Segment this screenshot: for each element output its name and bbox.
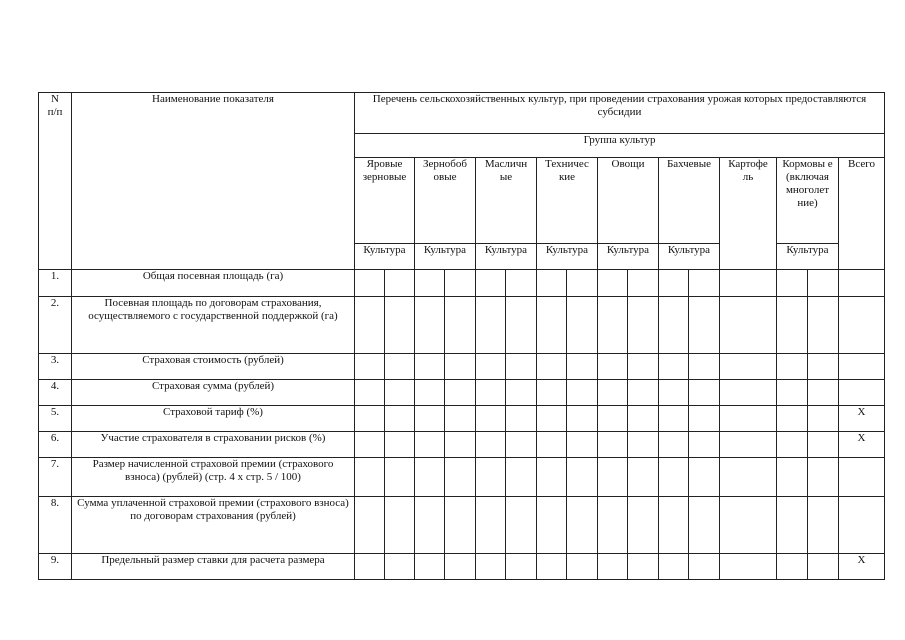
- data-cell: [476, 432, 506, 458]
- data-cell: [689, 458, 720, 497]
- data-cell: [537, 432, 567, 458]
- data-cell: [476, 270, 506, 297]
- data-cell: [385, 497, 415, 554]
- table-row: [39, 406, 885, 432]
- data-cell: [385, 380, 415, 406]
- data-cell: [415, 458, 445, 497]
- culture-subheader: Культура: [537, 244, 598, 270]
- group-header: Всего: [839, 158, 885, 270]
- data-cell: [355, 497, 385, 554]
- data-cell: [355, 354, 385, 380]
- data-cell: [445, 432, 476, 458]
- row-number: 1.: [39, 270, 72, 297]
- row-label: Предельный размер ставки для расчета размера: [72, 554, 355, 580]
- row-label: Размер начисленной страховой премии (страхового взноса) (рублей) (стр. 4 x стр. 5 / 100): [72, 458, 355, 497]
- data-cell: [598, 354, 628, 380]
- data-cell: [476, 497, 506, 554]
- row-label: Общая посевная площадь (га): [72, 270, 355, 297]
- data-cell: [476, 297, 506, 354]
- data-cell: [445, 406, 476, 432]
- data-cell: [659, 406, 689, 432]
- data-cell: [689, 270, 720, 297]
- data-cell: [476, 380, 506, 406]
- group-header: Кормовы е (включая многолет ние): [777, 158, 839, 244]
- data-cell: [355, 432, 385, 458]
- num-column-header: N п/п: [39, 93, 72, 270]
- data-cell: [720, 406, 777, 432]
- culture-subheader: Культура: [415, 244, 476, 270]
- row-label: Страховой тариф (%): [72, 406, 355, 432]
- group-header: Картофе ль: [720, 158, 777, 270]
- group-header: Бахчевые: [659, 158, 720, 244]
- row-number: 2.: [39, 297, 72, 354]
- data-cell: [415, 354, 445, 380]
- table-row: [39, 270, 885, 297]
- data-cell: [567, 497, 598, 554]
- data-cell: [808, 297, 839, 354]
- data-cell: [355, 297, 385, 354]
- data-cell: [659, 432, 689, 458]
- data-cell: [567, 270, 598, 297]
- data-cell: [628, 297, 659, 354]
- group-header: Техничес кие: [537, 158, 598, 244]
- data-cell: [628, 458, 659, 497]
- data-cell: [506, 270, 537, 297]
- row-label: Страховая стоимость (рублей): [72, 354, 355, 380]
- total-cell: X: [839, 554, 885, 580]
- table-row: [39, 297, 885, 354]
- data-cell: [445, 458, 476, 497]
- data-cell: [537, 554, 567, 580]
- data-cell: [720, 554, 777, 580]
- data-cell: [808, 554, 839, 580]
- table-row: [39, 458, 885, 497]
- crops-list-header: Перечень сельскохозяйственных культур, при проведении страхования урожая которых предоставляются субсидии: [355, 93, 885, 134]
- data-cell: [720, 270, 777, 297]
- culture-subheader: Культура: [777, 244, 839, 270]
- data-cell: [808, 270, 839, 297]
- table-row: [39, 380, 885, 406]
- total-cell: [839, 380, 885, 406]
- data-cell: [445, 497, 476, 554]
- row-number: 3.: [39, 354, 72, 380]
- total-cell: [839, 297, 885, 354]
- data-cell: [415, 380, 445, 406]
- row-number: 8.: [39, 497, 72, 554]
- culture-subheader: Культура: [598, 244, 659, 270]
- data-cell: [598, 380, 628, 406]
- data-cell: [659, 380, 689, 406]
- data-cell: [808, 406, 839, 432]
- data-cell: [506, 432, 537, 458]
- data-cell: [628, 432, 659, 458]
- row-number: 7.: [39, 458, 72, 497]
- row-number: 6.: [39, 432, 72, 458]
- data-cell: [598, 297, 628, 354]
- data-cell: [777, 406, 808, 432]
- data-cell: [385, 554, 415, 580]
- data-cell: [689, 354, 720, 380]
- data-cell: [385, 270, 415, 297]
- subsidy-form-table: [38, 92, 885, 580]
- data-cell: [689, 380, 720, 406]
- data-cell: [720, 354, 777, 380]
- data-cell: [659, 297, 689, 354]
- data-cell: [476, 354, 506, 380]
- data-cell: [355, 270, 385, 297]
- data-cell: [385, 354, 415, 380]
- data-cell: [537, 297, 567, 354]
- data-cell: [506, 380, 537, 406]
- table-row: [39, 497, 885, 554]
- data-cell: [720, 380, 777, 406]
- culture-subheader: Культура: [659, 244, 720, 270]
- data-cell: [777, 458, 808, 497]
- data-cell: [659, 497, 689, 554]
- data-cell: [598, 432, 628, 458]
- data-cell: [720, 497, 777, 554]
- data-cell: [385, 458, 415, 497]
- data-cell: [777, 297, 808, 354]
- data-cell: [628, 270, 659, 297]
- data-cell: [537, 270, 567, 297]
- data-cell: [506, 406, 537, 432]
- data-cell: [628, 380, 659, 406]
- data-cell: [355, 458, 385, 497]
- data-cell: [355, 380, 385, 406]
- data-cell: [506, 458, 537, 497]
- total-cell: [839, 270, 885, 297]
- data-cell: [415, 270, 445, 297]
- data-cell: [659, 270, 689, 297]
- data-cell: [506, 497, 537, 554]
- data-cell: [659, 554, 689, 580]
- row-number: 9.: [39, 554, 72, 580]
- table-row: [39, 432, 885, 458]
- data-cell: [445, 270, 476, 297]
- data-cell: [567, 554, 598, 580]
- data-cell: [689, 406, 720, 432]
- crop-group-header: Группа культур: [355, 134, 885, 158]
- data-cell: [628, 497, 659, 554]
- data-cell: [808, 458, 839, 497]
- data-cell: [355, 554, 385, 580]
- data-cell: [567, 297, 598, 354]
- row-number: 4.: [39, 380, 72, 406]
- total-cell: X: [839, 406, 885, 432]
- data-cell: [415, 432, 445, 458]
- data-cell: [689, 297, 720, 354]
- data-cell: [415, 554, 445, 580]
- data-cell: [777, 497, 808, 554]
- data-cell: [445, 354, 476, 380]
- total-cell: X: [839, 432, 885, 458]
- data-cell: [689, 432, 720, 458]
- group-header: Зернобоб овые: [415, 158, 476, 244]
- data-cell: [385, 432, 415, 458]
- data-cell: [777, 432, 808, 458]
- data-cell: [476, 406, 506, 432]
- culture-subheader: Культура: [476, 244, 537, 270]
- data-cell: [628, 554, 659, 580]
- data-cell: [415, 297, 445, 354]
- group-header: Овощи: [598, 158, 659, 244]
- table-row: [39, 554, 885, 580]
- data-cell: [415, 406, 445, 432]
- group-header: Масличн ые: [476, 158, 537, 244]
- data-cell: [659, 354, 689, 380]
- data-cell: [355, 406, 385, 432]
- table-row: [39, 354, 885, 380]
- data-cell: [628, 406, 659, 432]
- data-cell: [598, 554, 628, 580]
- data-cell: [808, 432, 839, 458]
- data-cell: [537, 406, 567, 432]
- culture-subheader: Культура: [355, 244, 415, 270]
- row-label: Сумма уплаченной страховой премии (страхового взноса) по договорам страхования (рублей): [72, 497, 355, 554]
- data-cell: [808, 497, 839, 554]
- data-cell: [506, 554, 537, 580]
- data-cell: [476, 458, 506, 497]
- data-cell: [506, 354, 537, 380]
- row-label: Страховая сумма (рублей): [72, 380, 355, 406]
- data-cell: [598, 458, 628, 497]
- data-cell: [567, 380, 598, 406]
- data-cell: [777, 554, 808, 580]
- data-cell: [506, 297, 537, 354]
- data-cell: [777, 354, 808, 380]
- data-cell: [777, 270, 808, 297]
- indicator-column-header: Наименование показателя: [72, 93, 355, 270]
- data-cell: [537, 458, 567, 497]
- row-label: Посевная площадь по договорам страхования, осуществляемого с государственной поддержкой (га): [72, 297, 355, 354]
- data-cell: [598, 497, 628, 554]
- data-cell: [720, 458, 777, 497]
- data-cell: [720, 297, 777, 354]
- data-cell: [445, 380, 476, 406]
- data-cell: [808, 380, 839, 406]
- total-cell: [839, 497, 885, 554]
- data-cell: [689, 554, 720, 580]
- data-cell: [598, 406, 628, 432]
- data-cell: [808, 354, 839, 380]
- data-cell: [567, 432, 598, 458]
- data-cell: [537, 354, 567, 380]
- data-cell: [567, 458, 598, 497]
- data-cell: [385, 297, 415, 354]
- data-cell: [537, 380, 567, 406]
- row-number: 5.: [39, 406, 72, 432]
- total-cell: [839, 354, 885, 380]
- data-cell: [567, 354, 598, 380]
- data-cell: [689, 497, 720, 554]
- data-cell: [720, 432, 777, 458]
- data-cell: [598, 270, 628, 297]
- data-cell: [567, 406, 598, 432]
- data-cell: [445, 554, 476, 580]
- total-cell: [839, 458, 885, 497]
- data-cell: [777, 380, 808, 406]
- data-cell: [476, 554, 506, 580]
- data-cell: [537, 497, 567, 554]
- group-header: Яровые зерновые: [355, 158, 415, 244]
- row-label: Участие страхователя в страховании рисков (%): [72, 432, 355, 458]
- data-cell: [415, 497, 445, 554]
- data-cell: [445, 297, 476, 354]
- data-cell: [385, 406, 415, 432]
- data-cell: [659, 458, 689, 497]
- data-cell: [628, 354, 659, 380]
